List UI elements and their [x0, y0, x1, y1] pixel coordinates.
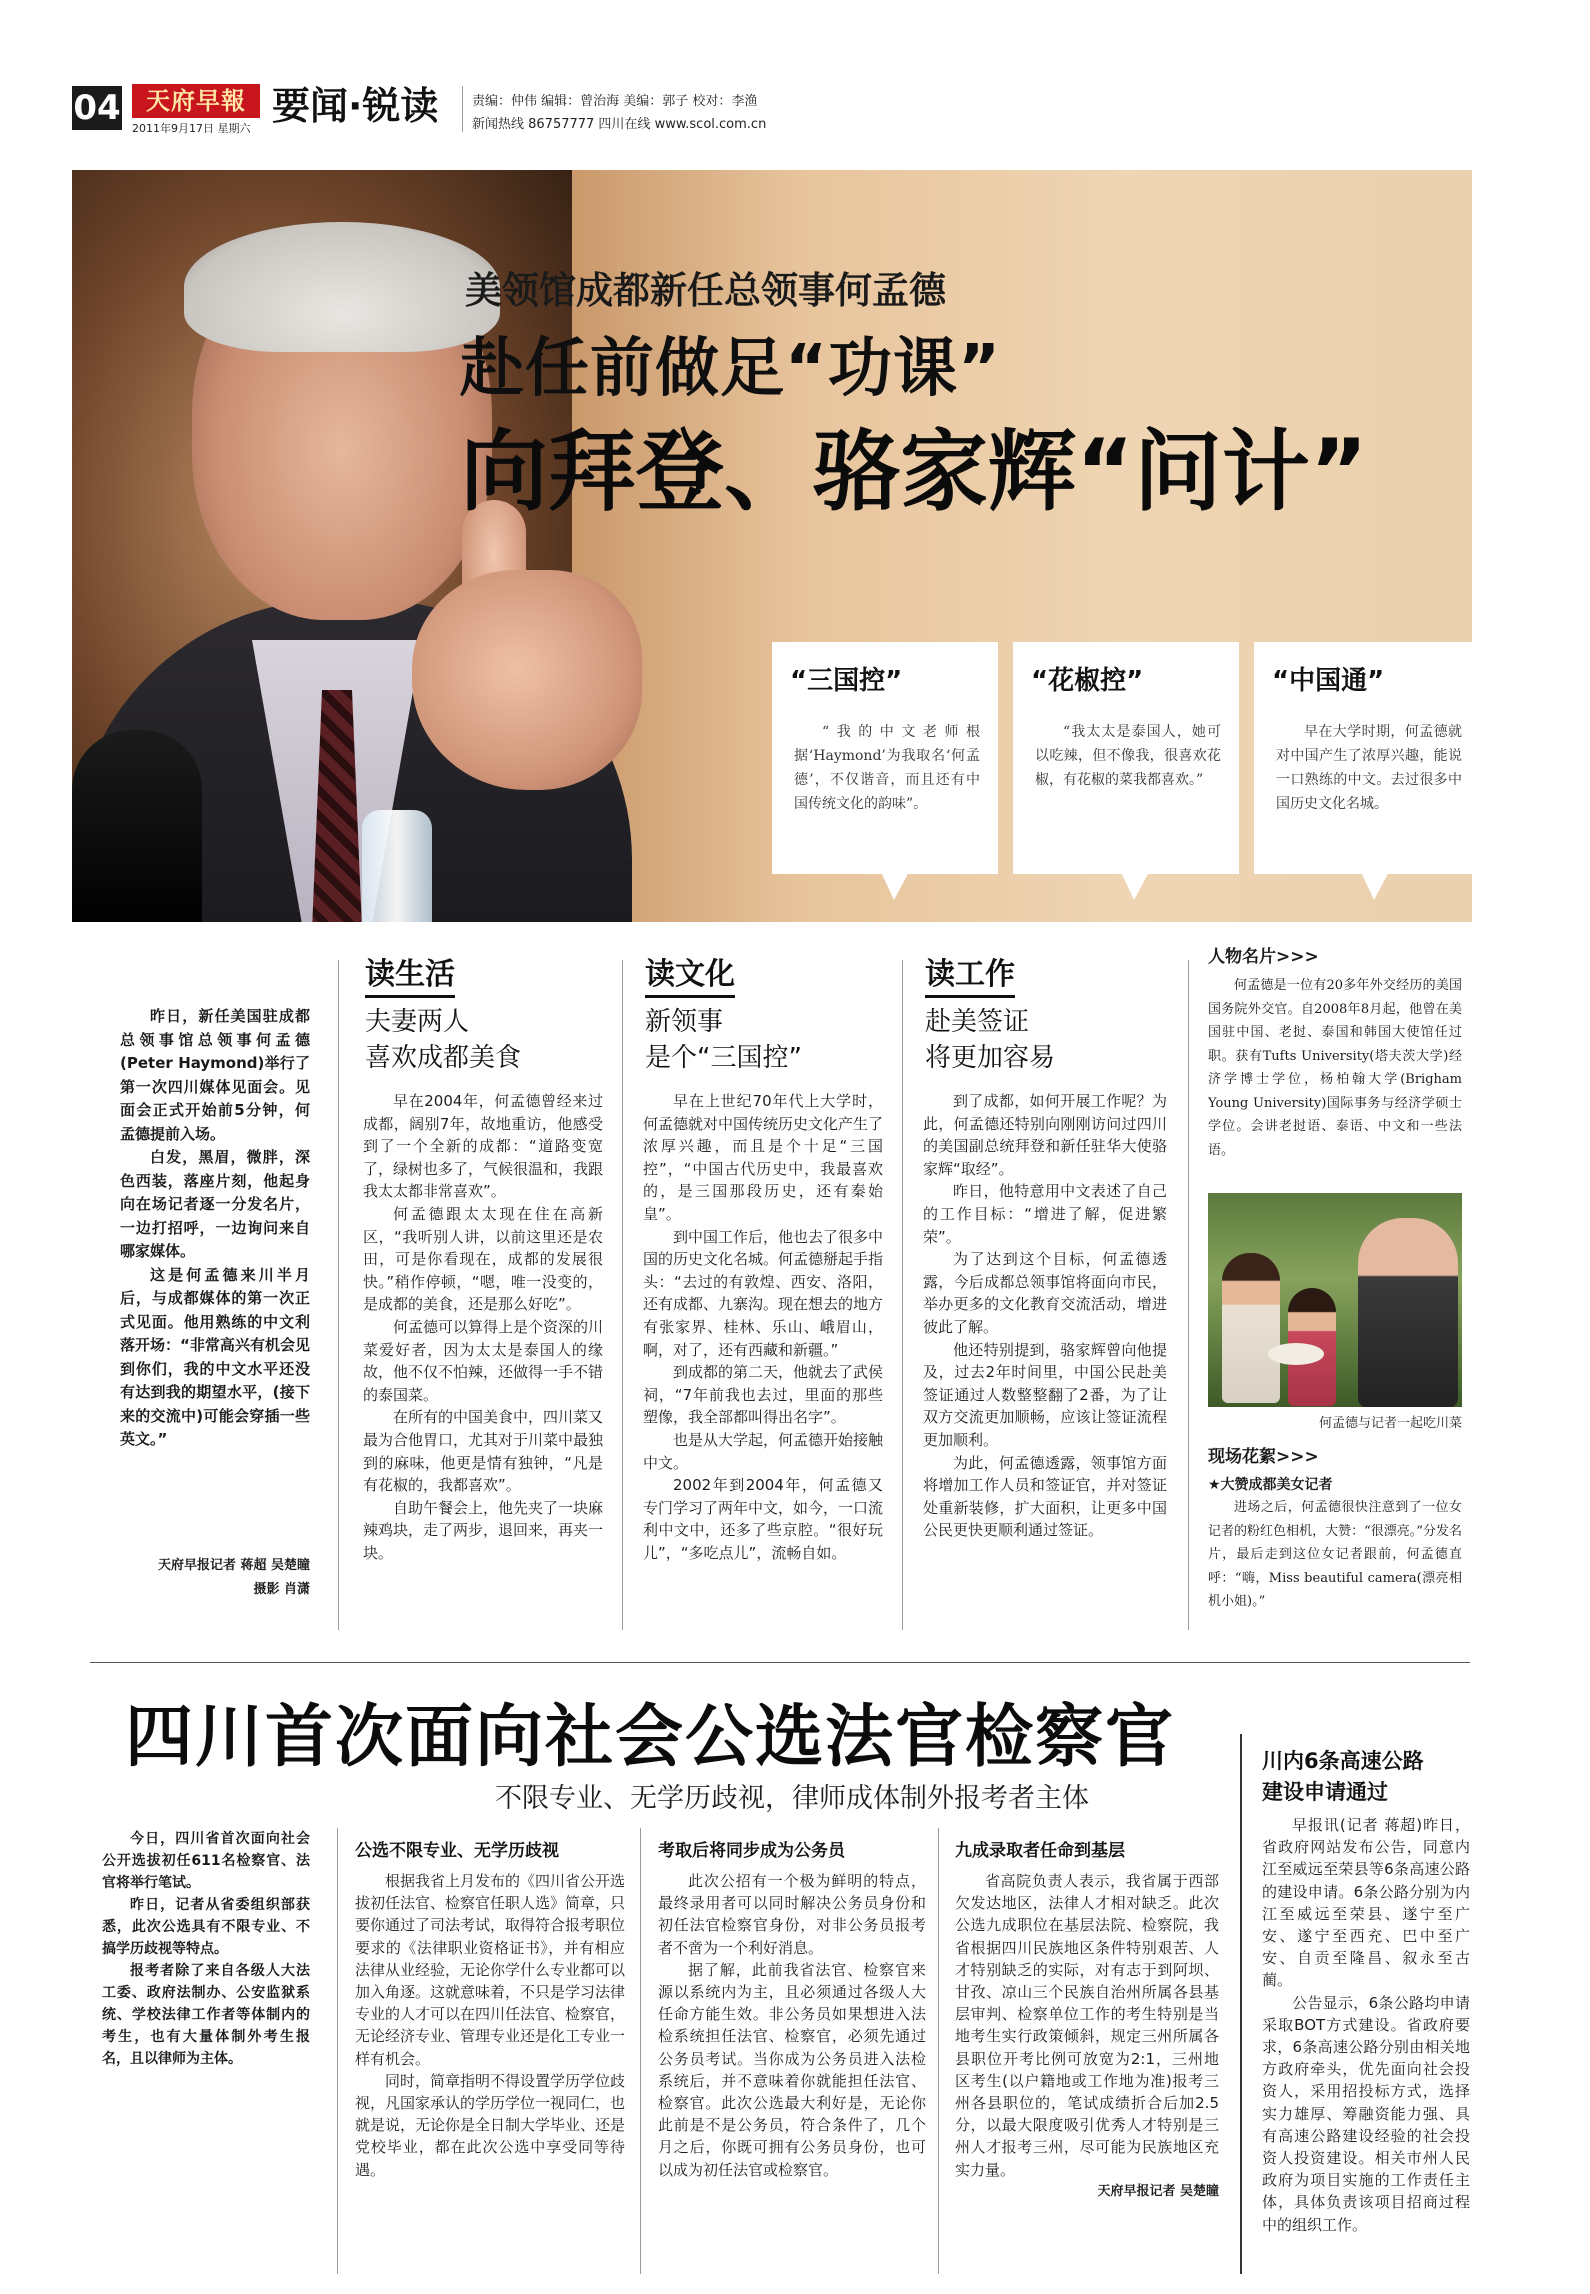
body-paragraph: 自助午餐会上，他先夹了一块麻辣鸡块，走了两步，退回来，再夹一块。	[363, 1498, 604, 1562]
column-divider	[902, 960, 903, 1630]
hero-headline-line-1: 赴任前做足“功课”	[460, 332, 1002, 406]
body-paragraph: 据了解，此前我省法官、检察官来源以系统内为主，且必须通过各级人大任命方能生效。非公务员如果想进入法检系统担任法官、检察官，必须先通过公务员考试。当你成为公务员进入法检系统后，并不意味着你就能担任法官、检察官。此次公选最大利好是，无论你此前是不是公务员，符合条件了，几个月之后，你既可拥有公务员身份，也可以成为初任法官或检察官。	[658, 1960, 926, 2179]
body-paragraph: 到成都的第二天，他就去了武侯祠，“7年前我也去过，里面的那些塑像，我全部都叫得出名字”。	[643, 1363, 884, 1427]
photo-caption: 何孟德与记者一起吃川菜	[1318, 1416, 1462, 1431]
body-paragraph: 他还特别提到，骆家辉曾向他提及，过去2年时间里，中国公民赴美签证通过人数整整翻了2番，为了让双方交流更加顺畅，应该让签证流程更加顺利。	[923, 1340, 1167, 1449]
sidebar-title	[1262, 1746, 1424, 1808]
body-paragraph: 何孟德可以算得上是个资深的川菜爱好者，因为太太是泰国人的缘故，他不仅不怕辣，还做得一手不错的泰国菜。	[363, 1317, 604, 1404]
column-head-culture: 读文化	[645, 955, 735, 998]
body-paragraph: 公告显示，6条公路均申请采取BOT方式建设。省政府要求，6条高速公路分别由相关地方政府牵头，优先面向社会投资人，采用招投标方式，选择实力雄厚、筹融资能力强、具有高速公路建设经验的社会投资人投资建设。相关市州人民政府为项目实施的工作责任主体，具体负责该项目招商过程中的组织工作。	[1262, 1993, 1470, 2234]
lower-column-body	[355, 1870, 625, 2181]
scene-heading: 现场花絮>>>	[1208, 1447, 1319, 1467]
column-head-work: 读工作	[925, 955, 1015, 998]
intro-byline	[110, 1554, 310, 1602]
reporter-byline: 天府早报记者 蒋超 吴楚瞳	[157, 1558, 310, 1573]
quote-bubble-text: “我的中文老师根据‘Haymond’为我取名‘何孟德’，不仅谐音，而且还有中国传统文化的韵味”。	[794, 724, 980, 812]
body-paragraph: 早在2004年，何孟德曾经来过成都，阔别7年，故地重访，他感受到了一个全新的成都：“道路变宽了，绿树也多了，气候很温和，我跟我太太都非常喜欢”。	[363, 1092, 604, 1201]
intro-paragraph: 这是何孟德来川半月后，与成都媒体的第一次正式见面。他用熟练的中文利落开场：“非常高兴有机会见到你们，我的中文水平还没有达到我的期望水平，(接下来的交流中)可能会穿插一些英文。”	[120, 1265, 310, 1448]
quote-bubble-zhongguotong	[1254, 642, 1480, 874]
lower-column-head: 九成录取者任命到基层	[955, 1841, 1125, 1861]
quote-bubble-huajiao	[1013, 642, 1239, 874]
column-body-life	[363, 1090, 603, 1564]
quote-bubble-text: “我太太是泰国人，她可以吃辣，但不像我，很喜欢花椒，有花椒的菜我都喜欢。”	[1035, 724, 1221, 788]
page-number: 04	[73, 88, 121, 128]
quote-bubble-tail	[1360, 870, 1390, 900]
lower-subhead: 不限专业、无学历歧视，律师成体制外报考者主体	[495, 1783, 1089, 1814]
column-subhead: 新领事	[645, 1007, 724, 1037]
profile-text	[1208, 974, 1462, 1162]
body-paragraph: 2002年到2004年，何孟德又专门学习了两年中文，如今，一口流利中文中，还多了些京腔。“很好玩儿”，“多吃点儿”，流畅自如。	[643, 1476, 884, 1562]
profile-paragraph: 何孟德是一位有20多年外交经历的美国国务院外交官。自2008年8月起，他曾在美国驻中国、老挝、泰国和韩国大使馆任过职。获有Tufts University(塔夫茨大学)经济学博士学位，杨柏翰大学(Brigham Young University)国际事务与经济学硕士学位。会讲老挝语、泰语、中文和一些法语。	[1208, 978, 1462, 1158]
intro-lead	[120, 1005, 310, 1452]
lower-column-body	[955, 1870, 1219, 2203]
body-paragraph: 昨日，他特意用中文表述了自己的工作目标：“增进了解，促进繁荣”。	[923, 1182, 1167, 1246]
column-divider	[1188, 960, 1189, 1630]
hero-photo-bottle	[362, 810, 432, 922]
sidebar-body	[1262, 1814, 1470, 2236]
body-paragraph: 同时，简章指明不得设置学历学位歧视，凡国家承认的学历学位一视同仁，也就是说，无论你是全日制大学毕业、还是党校毕业，都在此次公选中享受同等待遇。	[355, 2071, 626, 2179]
intro-paragraph: 白发，黑眉，微胖，深色西装，落座片刻，他起身向在场记者逐一分发名片，一边打招呼，一边询问来自哪家媒体。	[120, 1148, 310, 1260]
column-subhead: 喜欢成都美食	[365, 1043, 522, 1073]
body-paragraph: 为了达到这个目标，何孟德透露，今后成都总领事馆将面向市民，举办更多的文化教育交流活动，增进彼此了解。	[923, 1250, 1167, 1336]
section-title: 要闻·锐读	[272, 84, 439, 128]
quote-bubble-title: “中国通”	[1272, 666, 1385, 696]
sidebar-title-line: 川内6条高速公路	[1262, 1749, 1424, 1773]
newspaper-logo: 天府早報	[132, 84, 260, 118]
intro-paragraph: 昨日，新任美国驻成都总领事馆总领事何孟德(Peter Haymond)举行了第一次四川媒体见面会。见面会正式开始前5分钟，何孟德提前入场。	[120, 1007, 310, 1143]
hero-photo-microphone	[72, 730, 202, 922]
quote-bubble-title: “花椒控”	[1031, 666, 1144, 696]
issue-date: 2011年9月17日 星期六	[132, 122, 251, 135]
body-paragraph: 根据我省上月发布的《四川省公开选拔初任法官、检察官任职人选》简章，只要你通过了司法考试，取得符合报考职位要求的《法律职业资格证书》，并有相应法律从业经验，无论你学什么专业都可以加入角逐。这就意味着，不只是学习法律专业的人才可以在四川任法官、检察官，无论经济专业、管理专业还是化工专业一样有机会。	[355, 1872, 626, 2068]
profile-heading: 人物名片>>>	[1208, 947, 1319, 967]
photographer-byline: 摄影 肖潇	[253, 1582, 310, 1597]
lower-column-body	[658, 1870, 926, 2181]
column-body-work	[923, 1090, 1167, 1542]
quote-bubble-title: “三国控”	[790, 666, 903, 696]
column-subhead: 将更加容易	[925, 1043, 1056, 1073]
profile-photo	[1208, 1193, 1462, 1407]
quote-bubble-sanguo	[772, 642, 998, 874]
hero-headline-line-2: 向拜登、骆家辉“问计”	[460, 420, 1368, 523]
lower-byline: 天府早报记者 吴楚瞳	[1097, 2183, 1219, 2199]
column-divider	[640, 1828, 641, 2274]
lower-column-head: 考取后将同步成为公务员	[658, 1841, 845, 1861]
body-paragraph: 何孟德跟太太现在住在高新区，“我听别人讲，以前这里还是农田，可是你看现在，成都的发展很快。”稍作停顿，“嗯，唯一没变的，是成都的美食，还是那么好吃”。	[363, 1204, 603, 1314]
body-paragraph: 为此，何孟德透露，领事馆方面将增加工作人员和签证官，并对签证处重新装修，扩大面积，让更多中国公民更快更顺利通过签证。	[923, 1453, 1167, 1540]
body-paragraph: 早在上世纪70年代上大学时，何孟德就对中国传统历史文化产生了浓厚兴趣，而且是个十足“三国控”，“中国古代历史中，我最喜欢的，是三国那段历史，还有秦始皇”。	[643, 1092, 884, 1223]
column-divider	[337, 1828, 338, 2274]
lower-intro-paragraph: 昨日，记者从省委组织部获悉，此次公选具有不限专业、不搞学历歧视等特点。	[102, 1897, 310, 1957]
hero-photo-hand	[412, 570, 642, 790]
photo-figure-consul	[1358, 1218, 1458, 1407]
column-divider	[938, 1828, 939, 2274]
lower-headline: 四川首次面向社会公选法官检察官	[125, 1698, 1176, 1777]
body-paragraph: 到中国工作后，他也去了很多中国的历史文化名城。何孟德掰起手指头：“去过的有敦煌、西安、洛阳，还有成都、九寨沟。现在想去的地方有张家界、桂林、乐山、峨眉山，啊，对了，还有西藏和新疆。”	[643, 1227, 884, 1359]
column-subhead: 夫妻两人	[365, 1007, 470, 1037]
column-head-life: 读生活	[365, 955, 455, 998]
body-paragraph: 此次公招有一个极为鲜明的特点，最终录用者可以同时解决公务员身份和初任法官检察官身份，对非公务员报考者不啻为一个利好消息。	[658, 1872, 926, 1957]
news-hotline: 新闻热线 86757777 四川在线 www.scol.com.cn	[472, 117, 767, 132]
quote-bubble-tail	[880, 870, 910, 900]
quote-bubble-tail	[1120, 870, 1150, 900]
body-paragraph: 省高院负责人表示，我省属于西部欠发达地区，法律人才相对缺乏。此次公选九成职位在基层法院、检察院，我省根据四川民族地区条件特别艰苦、人才特别缺乏的实际，对有志于到阿坝、甘孜、凉山三个民族自治州所属各县基层审判、检察单位工作的考生特别是当地考生实行政策倾斜，规定三州所属各县职位开考比例可放宽为2:1，三州地区考生(以户籍地或工作地为准)报考三州各县职位的，笔试成绩折合后加2.5分，以最大限度吸引优秀人才特别是三州人才报考三州，尽可能为民族地区充实力量。	[955, 1872, 1219, 2179]
quote-bubble-text: 早在大学时期，何孟德就对中国产生了浓厚兴趣，能说一口熟练的中文。去过很多中国历史文化名城。	[1276, 724, 1462, 812]
hero-photo-hair	[184, 222, 500, 352]
scene-paragraph: 进场之后，何孟德很快注意到了一位女记者的粉红色相机，大赞：“很漂亮。”分发名片，最后走到这位女记者跟前，何孟德直呼：“嗨，Miss beautiful camera(漂亮相机小姐)。”	[1208, 1500, 1462, 1609]
lower-column-head: 公选不限专业、无学历歧视	[355, 1841, 559, 1861]
scene-text	[1208, 1496, 1462, 1614]
section-divider	[90, 1662, 1470, 1663]
column-subhead: 是个“三国控”	[645, 1043, 802, 1073]
column-body-culture	[643, 1090, 883, 1564]
body-paragraph: 也是从大学起，何孟德开始接触中文。	[643, 1430, 884, 1472]
editor-credits: 责编：仲伟 编辑：曾治海 美编：郭子 校对：李渔	[472, 94, 758, 109]
column-divider	[622, 960, 623, 1630]
body-paragraph: 到了成都，如何开展工作呢？为此，何孟德还特别向刚刚访问过四川的美国副总统拜登和新任驻华大使骆家辉“取经”。	[923, 1092, 1167, 1178]
masthead-divider	[462, 86, 463, 132]
body-paragraph: 在所有的中国美食中，四川菜又最为合他胃口，尤其对于川菜中最独到的麻味，他更是情有独钟，“凡是有花椒的，我都喜欢”。	[363, 1408, 604, 1495]
body-paragraph: 早报讯(记者 蒋超)昨日，省政府网站发布公告，同意内江至威远至荣县等6条高速公路的建设申请。6条公路分别为内江至威远至荣县、遂宁至广安、遂宁至西充、巴中至广安、自贡至隆昌、叙永至古蔺。	[1262, 1816, 1470, 1990]
photo-plate	[1268, 1343, 1324, 1365]
scene-title: ★大赞成都美女记者	[1208, 1477, 1333, 1493]
column-subhead: 赴美签证	[925, 1007, 1030, 1037]
photo-figure-reporter	[1222, 1253, 1280, 1403]
lower-intro-paragraph: 今日，四川省首次面向社会公开选拔初任611名检察官、法官将举行笔试。	[102, 1831, 310, 1891]
lower-intro	[102, 1828, 310, 2070]
hero-kicker: 美领馆成都新任总领事何孟德	[465, 269, 946, 312]
column-divider	[338, 960, 339, 1630]
sidebar-title-line: 建设申请通过	[1262, 1780, 1388, 1804]
lower-intro-paragraph: 报考者除了来自各级人大法工委、政府法制办、公安监狱系统、学校法律工作者等体制内的考生，也有大量体制外考生报名，且以律师为主体。	[102, 1963, 310, 2067]
